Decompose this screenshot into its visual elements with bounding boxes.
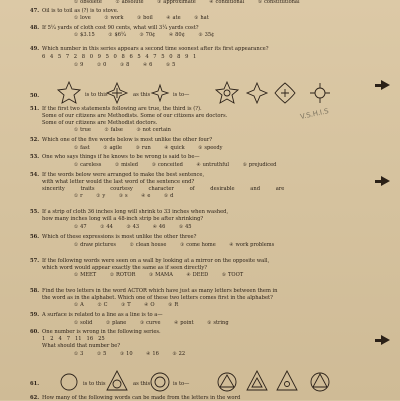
question-53: 53. One who says things if he knows to be wrong is said to be— <box>30 154 200 160</box>
outline-star-icon <box>58 82 80 103</box>
q53-options <box>74 162 372 169</box>
q46-option[interactable]: ④ conditional <box>209 0 245 5</box>
next-arrow-icon <box>381 176 390 186</box>
q54-option[interactable]: ⑤ d <box>163 193 174 199</box>
q59-option[interactable]: ④ point <box>174 320 194 326</box>
q47-option[interactable]: ② work <box>104 15 124 21</box>
q58-option[interactable]: ⑤ R <box>168 302 179 308</box>
q51-statement-2: Some of our citizens are Methodist doctors. <box>42 120 158 126</box>
q60-option[interactable]: ② 5 <box>97 351 107 357</box>
q50-text-3: is to— <box>173 92 190 98</box>
q55-option[interactable]: ⑤ 45 <box>178 224 192 230</box>
q60-option[interactable]: ④ 16 <box>146 351 159 357</box>
q53-option[interactable]: ④ untruthful <box>196 162 230 168</box>
q50-figures <box>55 80 355 106</box>
q61-text-1: is to this <box>83 381 106 387</box>
q57-options <box>74 272 372 279</box>
q56-option[interactable]: ③ come home <box>180 242 216 248</box>
q58-options <box>74 302 372 309</box>
q59-option[interactable]: ① solid <box>74 320 93 326</box>
question-49: 49. Which number in this series appears a second time soonest after its first appearance? <box>30 46 269 52</box>
question-47: 47. Oil is to toil as (?) is to stove. <box>30 8 119 14</box>
q59-options <box>74 320 372 327</box>
q47-option[interactable]: ⑤ hat <box>194 15 209 21</box>
q60-options <box>74 351 372 358</box>
star-flower-icon <box>216 82 238 103</box>
q52-option[interactable]: ⑤ speedy <box>198 145 223 151</box>
q49-option[interactable]: ② 0 <box>97 62 107 68</box>
q58-option[interactable]: ③ T <box>121 302 131 308</box>
question-62: 62. How many of the following words can be made from the letters in the word <box>30 395 241 401</box>
q49-option[interactable]: ③ 8 <box>120 62 130 68</box>
q59-option[interactable]: ② plane <box>105 320 127 326</box>
q60-series: 1 2 4 7 11 16 25 <box>42 336 105 342</box>
q60-line-3: What should that number be? <box>42 343 121 349</box>
q58-line-2: the word as in the alphabet. Which one of these two letters comes first in the alphabet? <box>42 295 273 301</box>
q57-option[interactable]: ① MEET <box>74 272 97 278</box>
q46-option[interactable]: ② absolute <box>115 0 144 5</box>
question-51: 51. If the first two statements following are true, the third is (?). <box>30 106 202 112</box>
q61-figures <box>55 368 355 394</box>
q51-option[interactable]: ① true <box>74 127 91 133</box>
small-cross-icon <box>152 85 168 101</box>
triangle-in-circle-icon <box>218 373 236 391</box>
question-52: 52. Which one of the five words below is most unlike the other four? <box>30 137 213 143</box>
q52-option[interactable]: ④ quick <box>164 145 185 151</box>
q49-option[interactable]: ⑤ 5 <box>166 62 176 68</box>
q49-option[interactable]: ④ 6 <box>143 62 153 68</box>
q61-text-3: is to— <box>173 381 190 387</box>
q58-option[interactable]: ④ O <box>144 302 155 308</box>
q54-option[interactable]: ② y <box>96 193 106 199</box>
question-50: 50. <box>30 93 40 99</box>
q47-option[interactable]: ④ ate <box>166 15 181 21</box>
q54-option[interactable]: ④ e <box>141 193 151 199</box>
q54-words: sincerity traits courtesy character of desirable and are <box>42 186 285 192</box>
pointed-cross-icon <box>107 83 127 103</box>
q49-options <box>74 62 372 69</box>
q53-option[interactable]: ⑤ prejudiced <box>242 162 277 168</box>
q48-option[interactable]: ① $3.15 <box>74 32 95 38</box>
question-61: 61. <box>30 381 40 387</box>
question-57: 57. If the following words were seen on a wall by looking at a mirror on the opposite wall, <box>30 258 270 264</box>
q48-option[interactable]: ④ 80¢ <box>169 32 185 38</box>
q55-option[interactable]: ④ 46 <box>152 224 166 230</box>
q47-options <box>74 15 372 22</box>
circle-icon <box>61 374 77 390</box>
q56-options <box>74 242 372 249</box>
nested-triangle-icon <box>247 371 267 390</box>
circle-in-circle-icon <box>151 373 169 391</box>
q54-option[interactable]: ① r <box>74 193 83 199</box>
q48-option[interactable]: ③ 70¢ <box>139 32 156 38</box>
q52-option[interactable]: ③ run <box>135 145 151 151</box>
pointed-flower-icon <box>275 83 295 103</box>
q55-options <box>74 224 372 231</box>
q55-option[interactable]: ① 47 <box>74 224 87 230</box>
question-58: 58. Find the two letters in the word ACTOR which have just as many letters between them in <box>30 288 278 294</box>
question-54: 54. If the words below were arranged to make the best sentence, <box>30 172 205 178</box>
q60-option[interactable]: ③ 10 <box>120 351 133 357</box>
q57-option[interactable]: ⑤ TOOT <box>221 272 244 278</box>
q55-option[interactable]: ② 44 <box>100 224 113 230</box>
triangle-icon <box>277 371 297 390</box>
q58-option[interactable]: ① A <box>74 302 84 308</box>
four-point-star-icon <box>247 83 267 103</box>
q52-option[interactable]: ① fast <box>74 145 90 151</box>
q53-option[interactable]: ② misled <box>114 162 139 168</box>
question-60: 60. One number is wrong in the following series. <box>30 329 161 335</box>
pencil-note: V.S.H.I.S <box>299 107 330 121</box>
q55-option[interactable]: ③ 43 <box>126 224 140 230</box>
q56-option[interactable]: ② clean house <box>129 242 167 248</box>
q54-line-2: with what letter would the last word of the sentence end? <box>42 179 195 185</box>
q56-option[interactable]: ① draw pictures <box>74 242 116 248</box>
q59-option[interactable]: ⑤ string <box>207 320 229 326</box>
q61-text-2: as this <box>133 381 151 387</box>
next-arrow-icon <box>381 335 390 345</box>
circle-spiked-icon <box>310 83 330 103</box>
q52-options <box>74 145 372 152</box>
q49-series: 6 4 5 7 2 8 0 9 5 0 8 6 5 4 7 5 0 8 9 1 <box>42 54 198 60</box>
q48-option[interactable]: ⑤ 35¢ <box>198 32 215 38</box>
q46-options <box>74 0 372 6</box>
question-55: 55. If a strip of cloth 36 inches long will shrink to 33 inches when washed, <box>30 209 229 215</box>
q50-text-2: as this <box>133 92 151 98</box>
question-59: 59. A surface is related to a line as a line is to a— <box>30 312 163 318</box>
q49-option[interactable]: ① 9 <box>74 62 84 68</box>
q51-statement-1: Some of our citizens are Methodists. Some of our citizens are doctors. <box>42 113 228 119</box>
q47-option[interactable]: ③ boil <box>137 15 153 21</box>
q47-option[interactable]: ① love <box>74 15 91 21</box>
q56-option[interactable]: ④ work problems <box>229 242 275 248</box>
q51-option[interactable]: ② false <box>104 127 123 133</box>
circle-triangle-icon <box>311 373 329 391</box>
q50-text-1: is to this <box>85 92 108 98</box>
q46-option[interactable]: ③ approximate <box>157 0 196 5</box>
q51-option[interactable]: ③ not certain <box>136 127 171 133</box>
q58-option[interactable]: ② C <box>97 302 108 308</box>
q46-option[interactable]: ⑤ constitutional <box>257 0 300 5</box>
q48-option[interactable]: ② $6¼ <box>108 32 126 38</box>
q52-option[interactable]: ② agile <box>103 145 123 151</box>
q48-options <box>74 32 372 39</box>
q53-option[interactable]: ① careless <box>74 162 102 168</box>
q57-line-2: which word would appear exactly the same as if seen directly? <box>42 265 208 271</box>
q57-option[interactable]: ④ DEED <box>186 272 209 278</box>
q54-option[interactable]: ③ s <box>118 193 128 199</box>
q46-option[interactable]: ① obsolete <box>74 0 102 5</box>
q53-option[interactable]: ③ conceited <box>151 162 183 168</box>
q57-option[interactable]: ② ROTOR <box>109 272 136 278</box>
q51-options <box>74 127 372 134</box>
question-56: 56. Which of these expressions is most unlike the other three? <box>30 234 197 240</box>
q54-options <box>74 193 372 200</box>
circle-in-triangle-icon <box>107 371 127 390</box>
next-arrow-icon <box>381 80 390 90</box>
q55-line-2: how many inches long will a 48-inch strip be after shrinking? <box>42 216 204 222</box>
q57-option[interactable]: ③ MAMA <box>148 272 173 278</box>
question-48: 48. If 5¼ yards of cloth cost 90 cents, what will 3¼ yards cost? <box>30 25 199 31</box>
q60-option[interactable]: ⑤ 22 <box>172 351 186 357</box>
q59-option[interactable]: ③ curve <box>139 320 161 326</box>
q60-option[interactable]: ① 3 <box>74 351 84 357</box>
